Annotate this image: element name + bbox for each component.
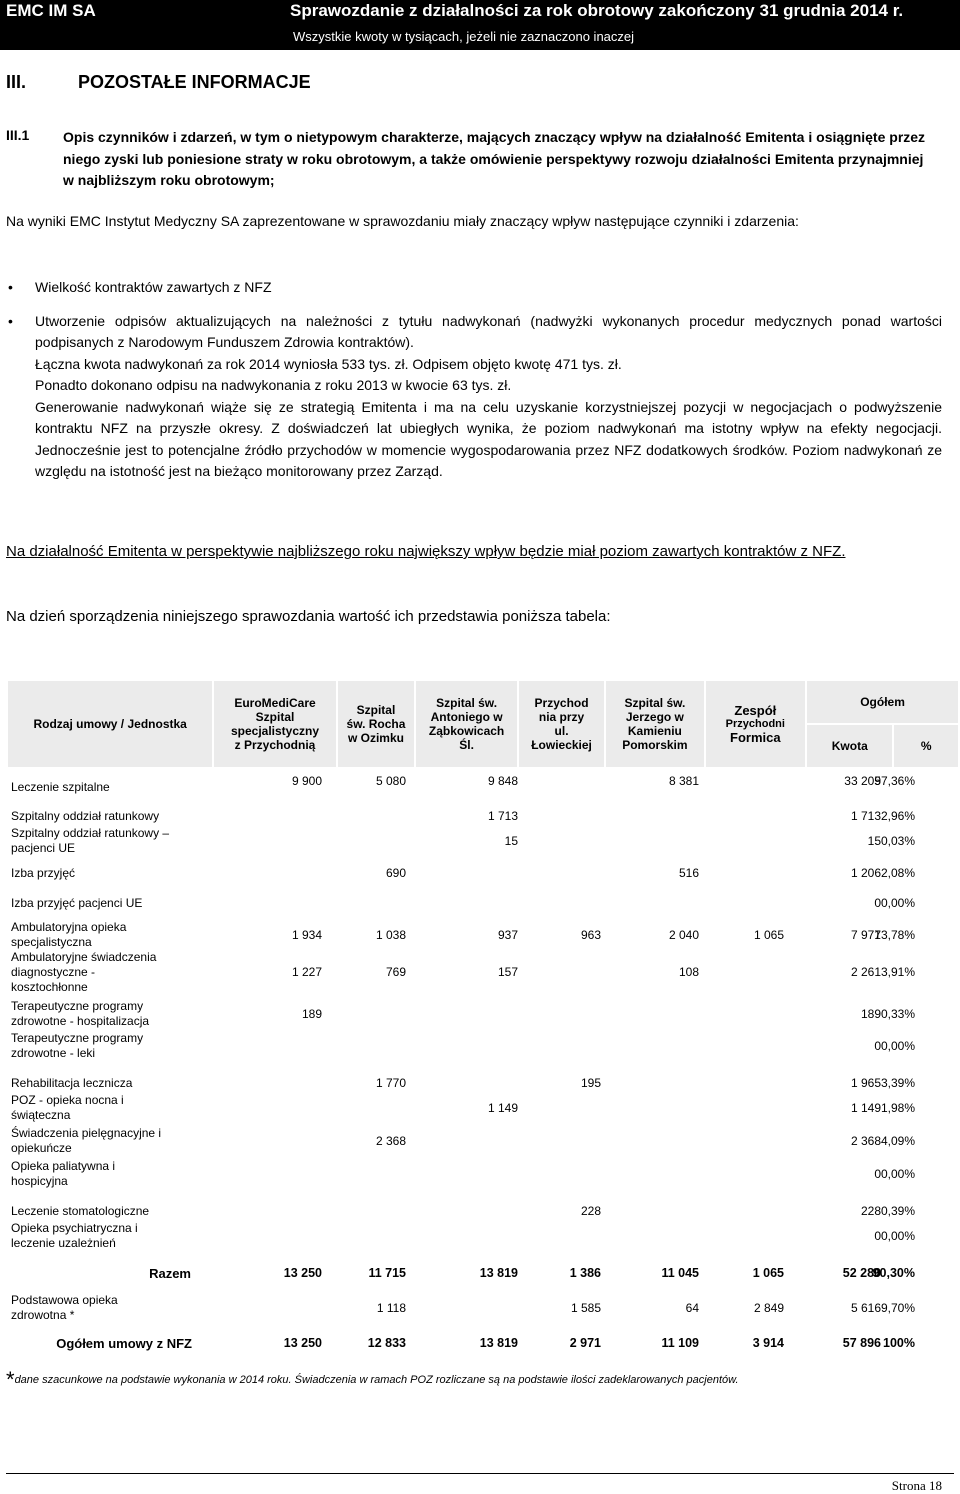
header-kwota: Kwota	[806, 724, 893, 768]
page-number: Strona 18	[891, 1478, 942, 1493]
header-subtitle: Wszystkie kwoty w tysiącach, jeżeli nie zaznaczono inaczej	[293, 29, 635, 44]
total-value: 33 209	[844, 774, 881, 788]
row-label	[11, 1076, 191, 1091]
row-label	[6, 1266, 191, 1281]
row-label	[11, 1221, 191, 1251]
section-title: POZOSTAŁE INFORMACJE	[78, 72, 311, 92]
total-value: 0	[874, 1166, 881, 1181]
row-label-line: Leczenie szpitalne	[11, 780, 110, 794]
row-label	[11, 1126, 191, 1156]
total-value: 0	[874, 896, 881, 910]
percent-value: 0,00%	[880, 1038, 915, 1053]
value-cell: 11 715	[368, 1266, 406, 1280]
value-cell: 8 381	[668, 774, 699, 788]
row-label-line: Szpitalny oddział ratunkowy –	[11, 826, 170, 840]
row-label-line: POZ - opieka nocna i	[11, 1093, 124, 1107]
row-label	[11, 866, 191, 881]
row-label-line: Terapeutyczne programy	[11, 999, 144, 1013]
row-label	[11, 896, 191, 911]
percent-value: 2,08%	[880, 866, 915, 880]
row-label	[11, 1293, 191, 1323]
factor-text: Wielkość kontraktów zawartych z NFZ	[35, 279, 272, 295]
percent-value: 3,39%	[880, 1076, 915, 1090]
header-col: Szpital św. Jerzego w Kamieniu Pomorskim	[605, 680, 704, 768]
value-cell: 2 971	[569, 1336, 601, 1350]
row-label-line: hospicyjna	[11, 1174, 68, 1188]
footnote-star: *	[6, 1367, 15, 1392]
value-cell: 3 914	[752, 1336, 784, 1350]
row-label-line: pacjenci UE	[11, 841, 76, 855]
value-cell: 1 227	[291, 965, 322, 979]
value-cell: 228	[580, 1204, 601, 1218]
row-label-line: Świadczenia pielęgnacyjne i	[11, 1126, 162, 1140]
value-cell: 11 109	[661, 1336, 699, 1350]
total-value: 5 616	[850, 1300, 881, 1315]
value-cell: 769	[385, 965, 406, 979]
value-cell: 1 713	[487, 809, 518, 823]
section-number: III.	[6, 72, 27, 92]
value-cell: 1 118	[376, 1300, 406, 1315]
percent-value: 100%	[883, 1336, 915, 1350]
total-value: 52 280	[842, 1266, 881, 1280]
percent-value: 4,09%	[880, 1133, 915, 1148]
value-cell: 963	[580, 927, 601, 942]
value-cell: 1 386	[569, 1266, 601, 1280]
header-col: EuroMediCare Szpital specjalistyczny z Przychodnią	[213, 680, 336, 768]
contracts-table-header	[6, 679, 960, 769]
value-cell: 13 819	[479, 1266, 518, 1280]
footnote-text: dane szacunkowe na podstawie wykonania w 2014 roku. Świadczenia w ramach POZ rozliczane są na podstawie ilości zadeklarowanych pacjentów.	[14, 1374, 739, 1386]
row-label-line: Razem	[149, 1266, 191, 1281]
row-label-line: Izba przyjęć pacjenci UE	[11, 896, 143, 910]
row-label	[6, 1336, 192, 1351]
total-value: 189	[860, 1006, 881, 1021]
report-title: Sprawozdanie z działalności za rok obrotowy zakończony 31 grudnia 2014 r.	[290, 1, 904, 20]
value-cell: 11 045	[661, 1266, 699, 1280]
percent-value: 0,39%	[880, 1204, 915, 1218]
value-cell: 516	[678, 866, 699, 880]
percent-value: 0,03%	[880, 833, 915, 848]
value-cell: 195	[580, 1076, 601, 1090]
value-cell: 690	[385, 866, 406, 880]
row-label-line: Szpitalny oddział ratunkowy	[11, 809, 160, 823]
row-label-line: leczenie uzależnień	[11, 1236, 116, 1250]
row-label-line: Leczenie stomatologiczne	[11, 1204, 150, 1218]
outlook-paragraph: Na działalność Emitenta w perspektywie najbliższego roku największy wpływ będzie miał poziom zawartych kontraktów z NFZ.	[6, 543, 846, 560]
value-cell: 157	[497, 965, 518, 979]
row-label-line: Ambulatoryjna opieka	[11, 920, 127, 934]
row-label-line: specjalistyczna	[11, 935, 92, 949]
footnote	[6, 1367, 739, 1393]
row-label-line: zdrowotna *	[11, 1308, 75, 1322]
value-cell: 1 038	[375, 927, 406, 942]
value-cell: 1 149	[487, 1100, 518, 1115]
value-cell: 64	[685, 1300, 699, 1315]
percent-value: 13,78%	[874, 927, 915, 942]
footer-rule	[6, 1473, 954, 1474]
value-cell: 13 250	[283, 1266, 322, 1280]
total-value: 7 977	[850, 927, 881, 942]
header-col: Przychod nia przy ul. Łowieckiej	[518, 680, 605, 768]
row-label-line: Izba przyjęć	[11, 866, 76, 880]
row-label-line: Opieka psychiatryczna i	[11, 1221, 138, 1235]
intro-paragraph: Na wyniki EMC Instytut Medyczny SA zaprezentowane w sprawozdaniu miały znaczący wpływ następujące czynniki i zdarzenia:	[6, 213, 799, 229]
row-label-line: kosztochłonne	[11, 980, 88, 994]
value-cell: 937	[497, 927, 518, 942]
row-label-line: zdrowotne - hospitalizacja	[11, 1014, 150, 1028]
row-label	[11, 999, 191, 1029]
subsection-number: III.1	[6, 127, 30, 143]
total-value: 228	[860, 1204, 881, 1218]
total-value: 15	[867, 833, 881, 848]
percent-value: 3,91%	[880, 965, 915, 979]
value-cell: 108	[678, 965, 699, 979]
subsection-title: Opis czynników i zdarzeń, w tym o nietypowym charakterze, mających znaczący wpływ na działalność Emitenta i osiągnięte przez niego zyski lub poniesione straty w roku obrotowym, a także omówienie perspektywy rozwoju działalności Emitenta przynajmniej w najbliższym roku obrotowym;	[63, 129, 926, 188]
value-cell: 15	[504, 833, 518, 848]
company-name: EMC IM SA	[6, 1, 96, 20]
row-label-line: świąteczna	[11, 1108, 71, 1122]
value-cell: 9 848	[487, 774, 518, 788]
value-cell: 1 770	[375, 1076, 406, 1090]
header-ogolem: Ogółem	[806, 680, 959, 724]
total-value: 1 149	[850, 1100, 881, 1115]
value-cell: 5 080	[375, 774, 406, 788]
header-col: Szpital św. Antoniego w Ząbkowicach Śl.	[415, 680, 518, 768]
header-type: Rodzaj umowy / Jednostka	[7, 680, 213, 768]
row-label	[11, 826, 191, 856]
header-pct: %	[893, 724, 959, 768]
total-value: 2 368	[850, 1133, 881, 1148]
row-label	[11, 920, 191, 950]
row-label	[11, 1031, 191, 1061]
value-cell: 1 065	[752, 1266, 784, 1280]
row-label-line: Rehabilitacja lecznicza	[11, 1076, 133, 1090]
total-value: 1 206	[850, 866, 881, 880]
row-label-line: Podstawowa opieka	[11, 1293, 118, 1307]
total-value: 0	[874, 1228, 881, 1243]
factor-list	[6, 277, 942, 483]
value-cell: 2 849	[753, 1300, 784, 1315]
factor-item	[6, 277, 942, 299]
total-value: 1 713	[850, 809, 881, 823]
value-cell: 2 040	[668, 927, 699, 942]
row-label-line: Ambulatoryjne świadczenia	[11, 950, 157, 964]
row-label	[11, 1159, 191, 1189]
percent-value: 1,98%	[880, 1100, 915, 1115]
percent-value: 57,36%	[874, 774, 915, 788]
percent-value: 9,70%	[880, 1300, 915, 1315]
table-intro: Na dzień sporządzenia niniejszego sprawozdania wartość ich przedstawia poniższa tabela:	[6, 608, 611, 625]
row-label-line: zdrowotne - leki	[11, 1046, 96, 1060]
value-cell: 12 833	[367, 1336, 406, 1350]
percent-value: 0,33%	[880, 1006, 915, 1021]
row-label-line: Opieka paliatywna i	[11, 1159, 116, 1173]
value-cell: 13 250	[283, 1336, 322, 1350]
page-header	[0, 0, 960, 50]
factor-line: Łączna kwota nadwykonań za rok 2014 wyniosła 533 tys. zł. Odpisem objęto kwotę 471 tys. zł.	[35, 355, 622, 372]
percent-value: 0,00%	[880, 896, 915, 910]
total-value: 2 261	[850, 965, 881, 979]
value-cell: 1 934	[291, 927, 322, 942]
percent-value: 2,96%	[880, 809, 915, 823]
header-col: Szpital św. Rocha w Ozimku	[337, 680, 416, 768]
percent-value: 0,00%	[880, 1166, 915, 1181]
value-cell: 9 900	[291, 774, 322, 788]
value-cell: 2 368	[375, 1133, 406, 1148]
row-label-line: Ogółem umowy z NFZ	[56, 1336, 192, 1351]
percent-value: 90,30%	[872, 1266, 915, 1280]
row-label-line: opiekuńcze	[11, 1141, 72, 1155]
factor-item	[6, 311, 942, 483]
factor-line: Ponadto dokonano odpisu na nadwykonania z roku 2013 w kwocie 63 tys. zł.	[35, 377, 512, 393]
row-label	[11, 1204, 191, 1219]
row-label-line: diagnostyczne -	[11, 965, 96, 979]
header-zespol: Zespół Przychodni Formica	[705, 680, 807, 768]
value-cell: 1 065	[753, 927, 784, 942]
row-label-line: Terapeutyczne programy	[11, 1031, 144, 1045]
row-label	[11, 809, 191, 824]
total-value: 1 965	[850, 1076, 881, 1090]
percent-value: 0,00%	[880, 1228, 915, 1243]
total-value: 0	[874, 1038, 881, 1053]
value-cell: 1 585	[570, 1300, 601, 1315]
row-label	[11, 1093, 191, 1123]
factor-line: • Utworzenie odpisów aktualizujących na należności z tytułu nadwykonań (nadwyżki wykonanych procedur medycznych ponad wartości podpisanych z Narodowym Funduszem Zdrowia kontraktów).	[35, 312, 942, 350]
value-cell: 13 819	[479, 1336, 518, 1350]
factor-line: Generowanie nadwykonań wiąże się ze strategią Emitenta i ma na celu uzyskanie korzystniejszej pozycji w negocjacjach o podwyższenie kontraktu NFZ na przyszłe okresy. Z doświadczeń lat ubiegłych wynika, że poziom nadwykonań ma istotny wpływ na efekty negocjacji. Jednocześnie jest to potencjalne źródło przychodów w momencie wygospodarowania przez NFZ dodatkowych środków. Poziom nadwykonań ze względu na istotność jest na bieżąco monitorowany przez Zarząd.	[35, 398, 942, 479]
total-value: 57 896	[842, 1336, 881, 1350]
row-label	[11, 780, 191, 795]
row-label	[11, 950, 191, 995]
value-cell: 189	[301, 1006, 322, 1021]
